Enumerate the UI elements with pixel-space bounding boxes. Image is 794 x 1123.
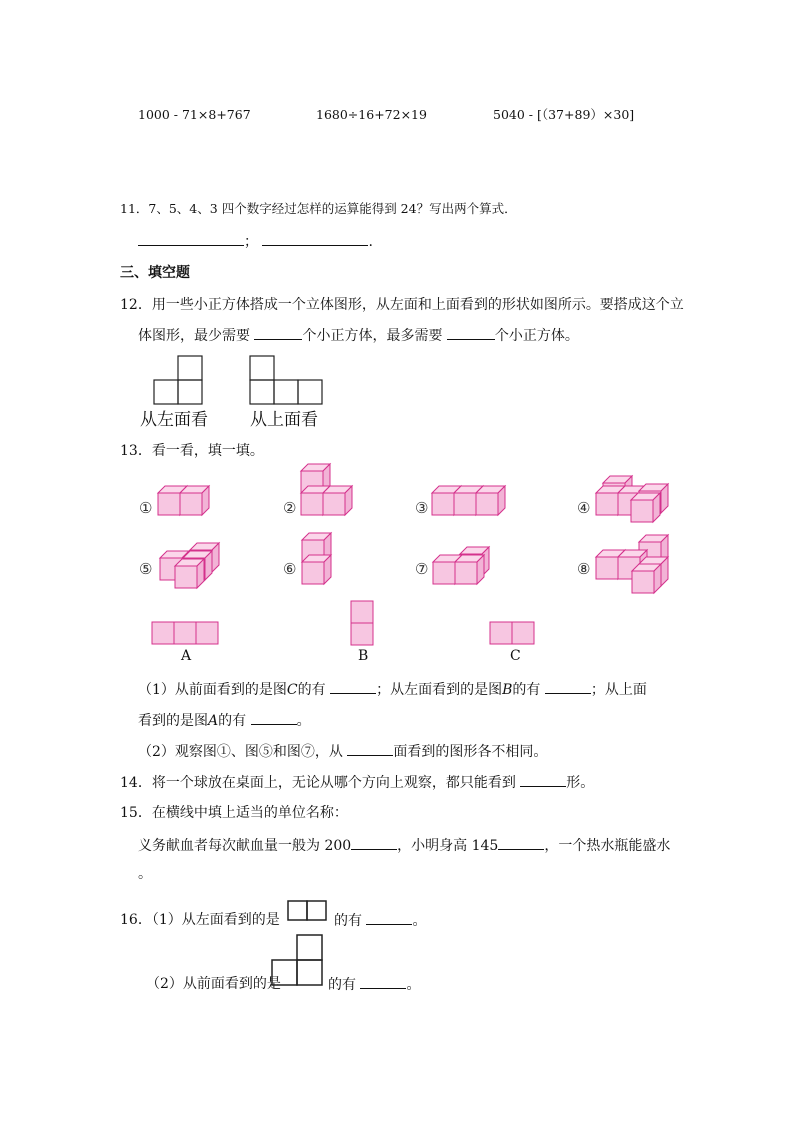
option-b-label: B [358,648,369,664]
q13-p1-text-d: 的有 [512,682,541,698]
option-a-shape [152,622,218,644]
figure-label-6: ⑥ [283,560,297,578]
q16-shape-1 [287,900,329,922]
q13-p1-var-b: B [502,682,513,698]
figure-label-3: ③ [415,499,429,517]
q11-text: 11．7、5、4、3 四个数字经过怎样的运算能得到 24？写出两个算式． [120,201,517,216]
q11-end: . [368,234,373,250]
q12-text-c: 个小正方体。 [494,328,579,344]
calc-expr-2: 1680÷16+72×19 [316,107,427,122]
q16-p2-text-b: 的有 [328,977,356,993]
fig3-cube [476,486,505,515]
q16-part1-b [334,911,426,930]
q13-p1-text-b: 的有 [297,682,326,698]
fig1-cube [180,486,209,515]
fig8-cube [632,564,661,593]
q13-p1-text-h: 。 [296,713,311,729]
view-left-label: 从左面看 [140,410,208,430]
q15-text-c: ，一个热水瓶能盛水 [544,838,671,854]
q16-p1-text-b: 的有 [334,913,362,929]
fig6-cube [302,555,331,584]
q14-blank[interactable] [520,773,566,787]
q15-blank-2[interactable] [498,836,544,850]
q14-line [120,773,594,792]
figure-label-8: ⑧ [577,560,591,578]
q13-part1-line1 [138,680,647,699]
figure-label-1: ① [139,499,153,517]
q13-p2-text-a: （2）观察图①、图⑤和图⑦，从 [138,744,343,760]
q15-title: 15．在横线中填上适当的单位名称： [120,805,348,821]
q13-p2-text-b: 面看到的图形各不相同。 [393,744,548,760]
option-c-shape [490,622,534,644]
figure-label-4: ④ [577,499,591,517]
q16-p2-text-c: 。 [406,977,421,993]
q13-text: 13．看一看，填一填。 [120,443,264,459]
q16-part1-a: 16．（1）从左面看到的是 [120,912,280,928]
q12-text-a: 体图形，最少需要 [138,328,250,344]
fig5-cube [175,559,204,588]
q12-text-b: 个小正方体，最多需要 [302,328,443,344]
figure-label-7: ⑦ [415,560,429,578]
view-top-label: 从上面看 [250,410,318,430]
q16-p1-text-c: 。 [412,913,427,929]
q16-shape-2 [271,934,325,988]
option-c-label: C [510,648,521,664]
q16-p1-blank[interactable] [366,911,412,925]
q13-part2 [138,742,547,761]
q13-p2-blank[interactable] [347,742,393,756]
calc-expr-3: 5040 - [（37+89）×30] [493,107,635,122]
q14-text-a: 14．将一个球放在桌面上，无论从哪个方向上观察，都只能看到 [120,775,516,791]
q13-p1-var-a: A [208,713,219,729]
fig2-cube [323,486,352,515]
q12-line1: 12．用一些小正方体搭成一个立体图形，从左面和上面看到的形状如图所示。要搭成这个立 [120,297,684,313]
q13-p1-blank-top[interactable] [251,711,297,725]
q16-part2-b [328,975,420,994]
option-b-shape [351,601,373,645]
q13-p1-blank-left[interactable] [545,680,591,694]
section-title: 三、填空题 [120,265,190,281]
q15-line [138,836,670,855]
q13-p1-blank-front[interactable] [330,680,376,694]
fig4-cube [631,493,660,522]
q13-part1-line2 [138,711,311,730]
figure-label-5: ⑤ [139,560,153,578]
q14-text-b: 形。 [566,775,595,791]
q16-part2-a: （2）从前面看到的是 [146,976,281,992]
q15-blank-1[interactable] [351,836,397,850]
fig7-cube [455,555,484,584]
q13-p1-text-e: ；从上面 [590,682,647,698]
q15-end: 。 [138,866,152,882]
q13-p1-text-g: 的有 [218,713,247,729]
q15-text-a: 义务献血者每次献血量一般为 200 [138,838,352,854]
q15-text-b: ，小明身高 145 [397,838,499,854]
q13-p1-text-f: 看到的是图 [138,713,208,729]
q16-p2-blank[interactable] [360,975,406,989]
q13-p1-var-c: C [286,682,298,698]
q13-p1-text-c: ；从左面看到的是图 [376,682,503,698]
calc-expr-1: 1000 - 71×8+767 [138,107,251,122]
q13-p1-text-a: （1）从前面看到的是图 [138,682,287,698]
q11-sep: ； [244,234,258,250]
option-a-label: A [181,648,192,664]
figure-label-2: ② [283,499,297,517]
